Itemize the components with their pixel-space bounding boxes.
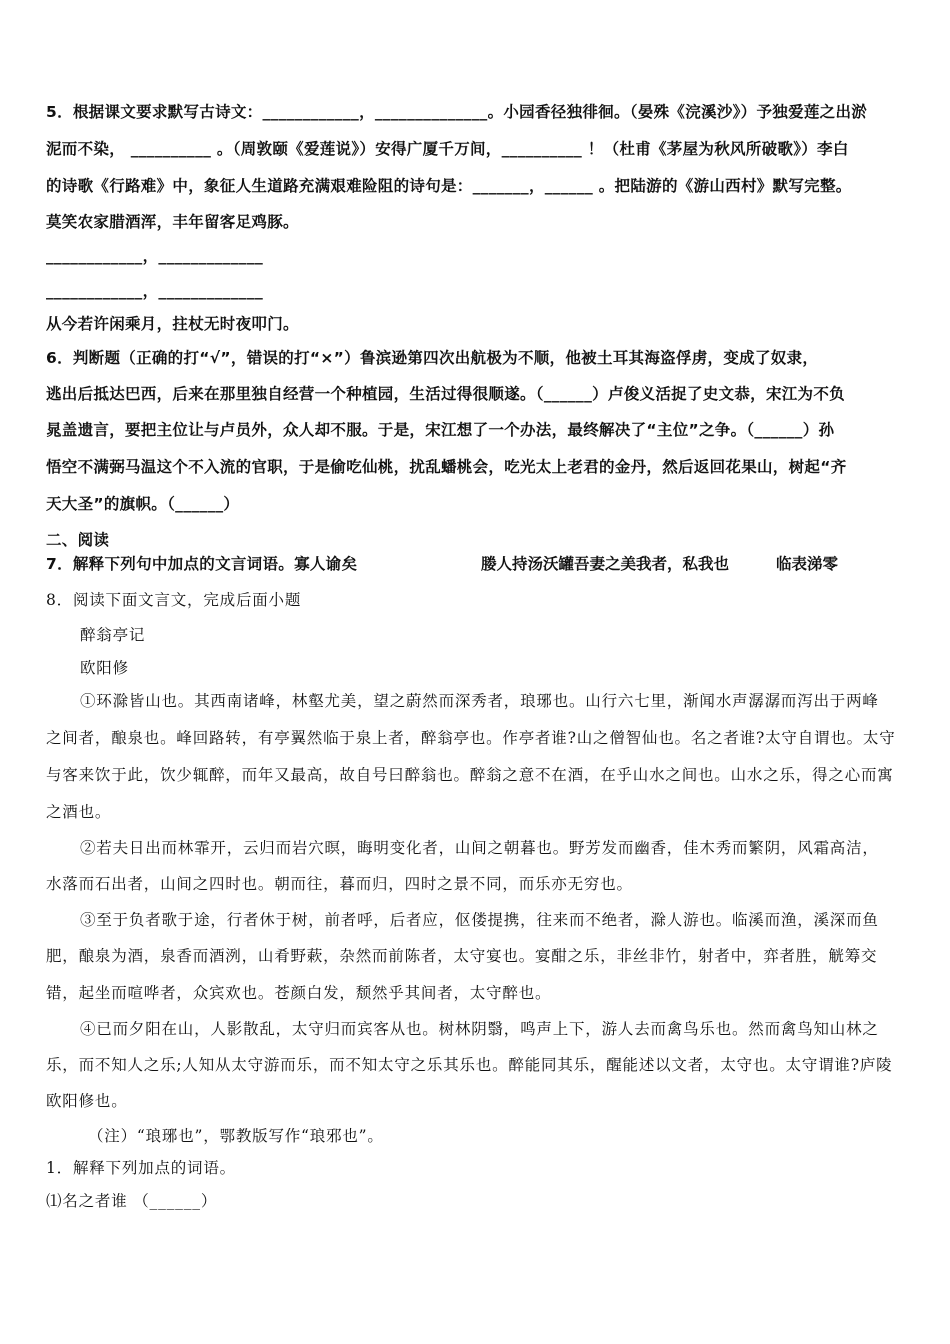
passage-title: 醉翁亭记 xyxy=(80,626,146,644)
passage-p4-line-3: 欧阳修也。 xyxy=(46,1092,128,1110)
q6-line-3: 晁盖遗言，要把主位让与卢员外，众人却不服。于是，宋江想了一个办法，最终解决了“主位”之争。（______）孙 xyxy=(46,421,835,439)
q5-line-1: 5．根据课文要求默写古诗文：____________，______________。小园香径独徘徊。（晏殊《浣溪沙》）予独爱莲之出淤 xyxy=(46,103,868,121)
q6-line-2: 逃出后抵达巴西，后来在那里独自经营一个种植园，生活过得很顺遂。（______）卢俊义活捉了史文恭，宋江为不负 xyxy=(46,385,845,403)
passage-p3-line-2: 肥，酿泉为酒，泉香而酒洌，山肴野蔌，杂然而前陈者，太守宴也。宴酣之乐，非丝非竹，射者中，弈者胜，觥筹交 xyxy=(46,947,878,965)
passage-author: 欧阳修 xyxy=(80,659,129,677)
q5-line-5: 从今若许闲乘月，拄杖无时夜叩门。 xyxy=(46,315,299,333)
passage-p2-line-2: 水落而石出者，山间之四时也。朝而往，暮而归，四时之景不同，而乐亦无穷也。 xyxy=(46,875,633,893)
q7-part-1: 7．解释下列句中加点的文言词语。寡人谕矣 xyxy=(46,555,358,573)
passage-p3-line-1: ③至于负者歌于途，行者休于树，前者呼，后者应，伛偻提携，往来而不绝者，滁人游也。临溪而渔，溪深而鱼 xyxy=(80,911,879,929)
passage-p4-line-1: ④已而夕阳在山，人影散乱，太守归而宾客从也。树林阴翳，鸣声上下，游人去而禽鸟乐也。然而禽鸟知山林之 xyxy=(80,1020,879,1038)
passage-p1-line-1: ①环滁皆山也。其西南诸峰，林壑尤美，望之蔚然而深秀者，琅琊也。山行六七里，渐闻水声潺潺而泻出于两峰 xyxy=(80,692,879,710)
section-heading-reading: 二、阅读 xyxy=(46,531,110,549)
passage-p1-line-2: 之间者，酿泉也。峰回路转，有亭翼然临于泉上者，醉翁亭也。作亭者谁?山之僧智仙也。名之者谁?太守自谓也。太守 xyxy=(46,729,896,747)
passage-p1-line-4: 之酒也。 xyxy=(46,803,112,821)
q5-line-4: 莫笑农家腊酒浑，丰年留客足鸡豚。 xyxy=(46,213,299,231)
q6-line-1: 6．判断题（正确的打“√”，错误的打“×”）鲁滨逊第四次出航极为不顺，他被土耳其海盗俘虏，变成了奴隶， xyxy=(46,349,819,367)
q8-intro: 8．阅读下面文言文，完成后面小题 xyxy=(46,591,302,609)
passage-p4-line-2: 乐，而不知人之乐;人知从太守游而乐，而不知太守之乐其乐也。醉能同其乐，醒能述以文者，太守也。太守谓谁?庐陵 xyxy=(46,1056,893,1074)
passage-p2-line-1: ②若夫日出而林霏开，云归而岩穴暝，晦明变化者，山间之朝暮也。野芳发而幽香，佳木秀而繁阴，风霜高洁， xyxy=(80,839,879,857)
q7-part-2: 媵人持汤沃罐吾妻之美我者，私我也 xyxy=(481,555,730,573)
q6-line-4: 悟空不满弼马温这个不入流的官职，于是偷吃仙桃，扰乱蟠桃会，吃光太上老君的金丹，然后返回花果山，树起“齐 xyxy=(46,458,847,476)
passage-p1-line-3: 与客来饮于此，饮少辄醉，而年又最高，故自号曰醉翁也。醉翁之意不在酒，在乎山水之间也。山水之乐，得之心而寓 xyxy=(46,766,894,784)
passage-note: （注）“琅琊也”，鄂教版写作“琅邪也”。 xyxy=(88,1127,384,1145)
q5-line-2: 泥而不染， __________ 。（周敦颐《爱莲说》）安得广厦千万间，__________ ！（杜甫《茅屋为秋风所破歌》）李白 xyxy=(46,140,849,158)
q7-part-3: 临表涕零 xyxy=(776,555,839,573)
q5-answer-blank-1[interactable]: ____________，_____________ xyxy=(46,247,264,265)
q5-line-3: 的诗歌《行路难》中，象征人生道路充满艰难险阻的诗句是：_______，______ 。把陆游的《游山西村》默写完整。 xyxy=(46,177,852,195)
q6-line-5: 天大圣”的旗帜。（______） xyxy=(46,495,240,513)
q8-sub-question-1-1[interactable]: ⑴名之者谁 （______） xyxy=(46,1192,218,1210)
q5-answer-blank-2[interactable]: ____________，_____________ xyxy=(46,282,264,300)
passage-p3-line-3: 错，起坐而喧哗者，众宾欢也。苍颜白发，颓然乎其间者，太守醉也。 xyxy=(46,984,552,1002)
q8-sub-question-1: 1．解释下列加点的词语。 xyxy=(46,1159,236,1177)
